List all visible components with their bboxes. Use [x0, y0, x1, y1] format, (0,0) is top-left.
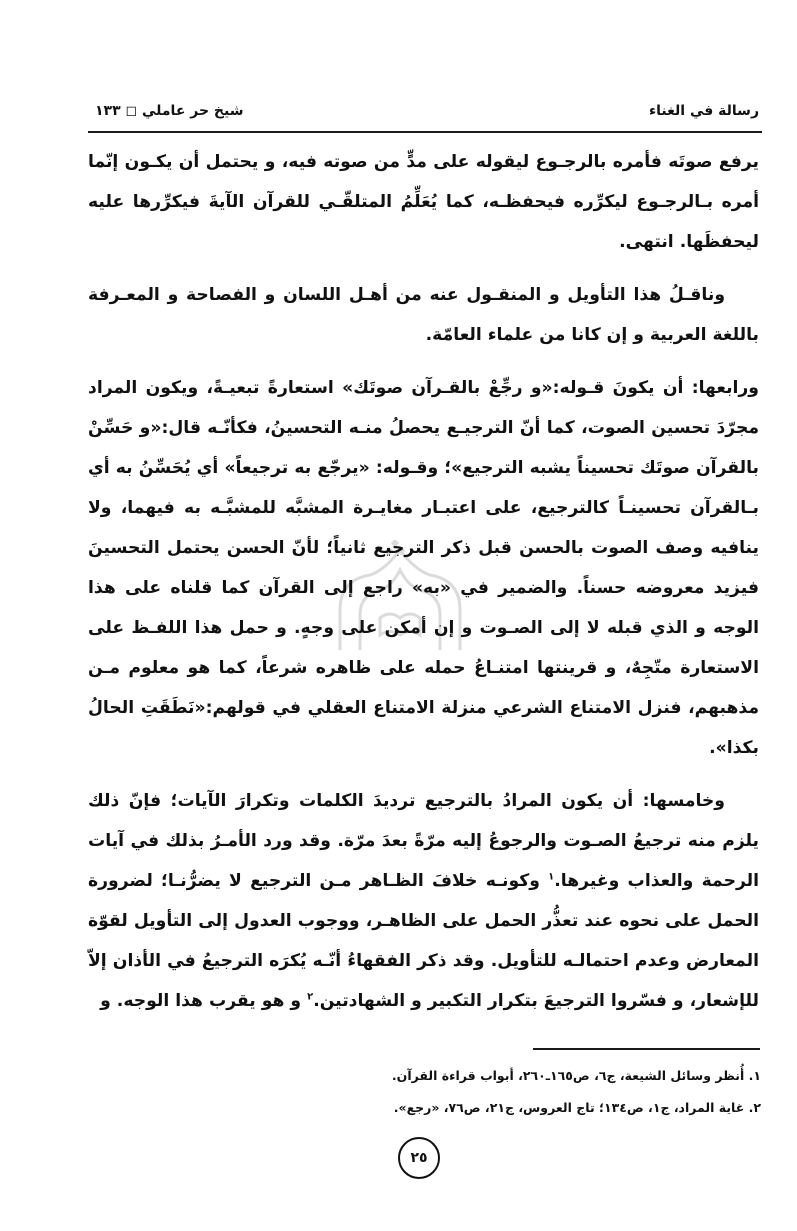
paragraph-4-end: و هو يقرب هذا الوجه. و: [100, 991, 308, 1011]
paragraph-4-start: وخامسها: أن يكون المرادُ بالترجيع ترديدَ الكلمات وتكرارَ الآيات؛ فإنّ ذلك يلزم منه ترجيعُ الصـوت والرجوعُ إليه مرّةً بعدَ مرّة. وقد ورد الأمـرُ بذلك في آيات الرحمة والعذاب وغيرها.: [88, 791, 759, 891]
header-author-page: شيخ حر عاملي ◻ ١٣٣: [95, 103, 244, 119]
header-book-title: رسالة في الغناء: [649, 103, 759, 119]
footnote-1: ١. أُنظر وسائل الشيعة، ج٦، ص١٦٥ـ٢٦٠، أبواب قراءة القرآن.: [391, 1068, 761, 1083]
paragraph-2: وناقـلُ هذا التأويل و المنقـول عنه من أهـل اللسان و الفصاحة و المعـرفة باللغة العربية و إن كانا من علماء العامّة.: [88, 285, 759, 345]
paragraph-4-middle: وكونـه خلافَ الظـاهر مـن الترجيع لا يضرُّنـا؛ لضرورة الحمل على نحوه عند تعذُّر الحمل على الظاهـر، ووجوب العدول إلى التأويل لقوّة المعارض وعدم احتمالـه للتأويل. وقد ذكر الفقهاءُ أنّـه يُكرَه الترجيعُ في الأذان إلاّ للإشعار، و فسّروا الترجيعَ بتكرار التكبير و الشهادتين.: [88, 871, 759, 1011]
footnote-divider: [533, 1048, 760, 1050]
footnote-2: ٢. غاية المراد، ج١، ص١٣٤؛ تاج العروس، ج٢١، ص٧٦، «رجع».: [393, 1100, 761, 1115]
header-divider: [88, 131, 762, 133]
paragraph-4: [88, 781, 759, 1021]
paragraph-1: يرفع صوتَه فأمره بالرجـوع ليقوله على مدٍّ من صوته فيه، و يحتمل أن يكـون إنّما أمره بـالرجـوع ليكرِّره فيحفظـه، كما يُعَلِّمُ المتلقّـي للقرآن الآيةَ فيكرِّرها عليه ليحفظَها. انتهى.: [88, 152, 759, 252]
footnotes: [100, 1060, 761, 1124]
main-text: [88, 142, 759, 1034]
paragraph-3: ورابعها: أن يكونَ قـوله:«و رجِّعْ بالقـرآن صوتَك» استعارةً تبعيـةً، ويكون المراد مجرّدَ تحسين الصوت، كما أنّ الترجيـع يحصلُ منـه التحسينُ، فكأنّـه قال:«و حَسِّنْ بالقرآن صوتَك تحسيناً يشبه الترجيع»؛ وقـوله: «يرجّع به ترجيعاً» أي يُحَسِّنُ به أي بـالقرآن تحسينـاً كالترجيع، على اعتبـار مغايـرة المشبَّه للمشبَّـه به فيهما، ولا ينافيه وصف الصوت بالحسن قبل ذكر الترجيع ثانياً؛ لأنّ الحسن يحتمل التحسينَ فيزيد معروضه حسناً. والضمير في «به» راجع إلى القرآن كما قلناه على هذا الوجه و الذي قبله لا إلى الصـوت و إن أمكن على وجهٍ. و حمل هذا اللفـظ على الاستعارة متّجِهٌ، و قرينتها امتنـاعُ حمله على ظاهره شرعاً، كما هو معلوم مـن مذهبهم، فنزل الامتناع الشرعي منزلة الامتناع العقلي في قولهم:«نَطَقَتِ الحالُ بكذا».: [88, 378, 759, 758]
footnote-ref-2[interactable]: ٢: [307, 991, 314, 1003]
footnote-ref-1[interactable]: ١: [548, 871, 555, 883]
running-header: [95, 93, 759, 119]
page-number: ٢٥: [398, 1137, 440, 1179]
